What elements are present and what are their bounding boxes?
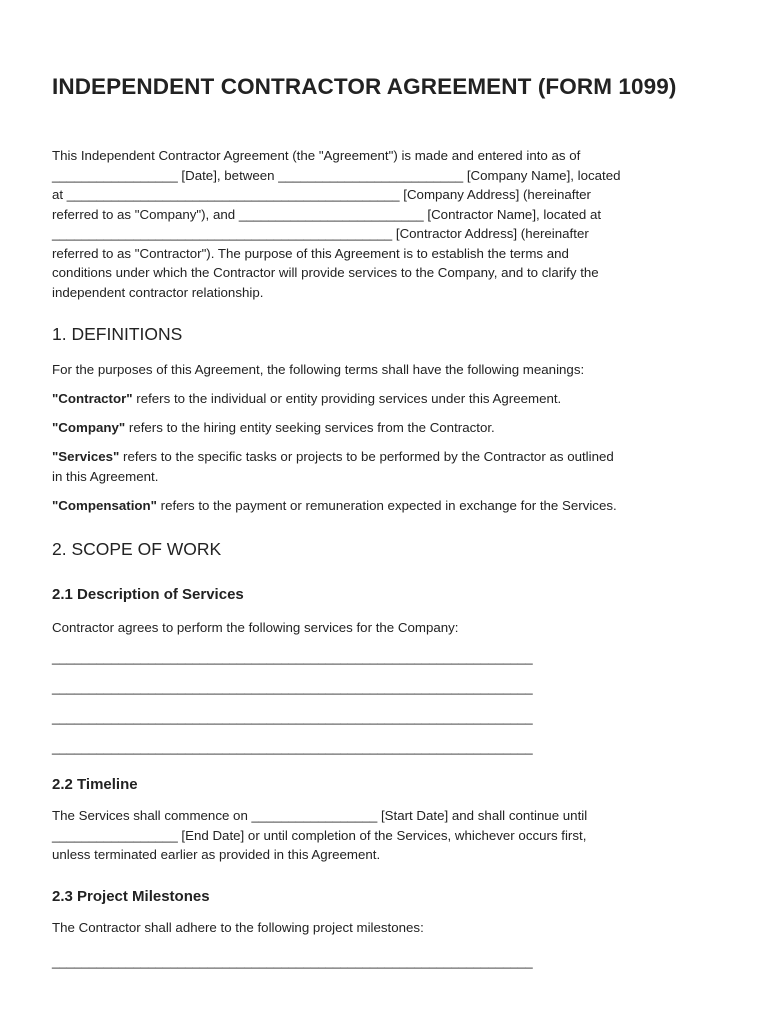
- definition-term: "Company": [52, 420, 126, 435]
- definition-contractor: [52, 389, 561, 409]
- subsection-heading-services: 2.1 Description of Services: [52, 586, 244, 603]
- services-lead: Contractor agrees to perform the following services for the Company:: [52, 620, 459, 635]
- milestones-blank-line[interactable]: _________________________________________________________________: [52, 954, 533, 969]
- services-blank-line[interactable]: _________________________________________________________________: [52, 650, 533, 665]
- definition-term: "Services": [52, 449, 120, 464]
- definition-text: refers to the specific tasks or projects to be performed by the Contractor as outlined in this Agreement.: [52, 449, 614, 484]
- milestones-lead: The Contractor shall adhere to the following project milestones:: [52, 920, 424, 935]
- definition-compensation: [52, 496, 617, 516]
- definition-text: refers to the individual or entity providing services under this Agreement.: [132, 391, 562, 406]
- definition-term: "Compensation": [52, 498, 157, 513]
- subsection-heading-milestones: 2.3 Project Milestones: [52, 888, 210, 905]
- services-blank-line[interactable]: _________________________________________________________________: [52, 740, 533, 755]
- definition-text: refers to the payment or remuneration expected in exchange for the Services.: [156, 498, 617, 513]
- intro-paragraph: This Independent Contractor Agreement (the "Agreement") is made and entered into as of _________________ [Date], between _________________________ [Company Name], located at _____________________________________________ [Company Address] (hereinafter referred to as "Company"), and _________________________ [Contractor Name], located at ______________________________________________ [Contractor Address] (hereinafter referred to as "Contractor"). The purpose of this Agreement is to establish the terms and conditions under which the Contractor will provide services to the Company, and to clarify the independent contractor relationship.: [52, 148, 621, 300]
- definition-services: [52, 447, 724, 486]
- document-title: INDEPENDENT CONTRACTOR AGREEMENT (FORM 1099): [52, 74, 677, 99]
- services-blank-line[interactable]: _________________________________________________________________: [52, 710, 533, 725]
- section-heading-definitions: 1. DEFINITIONS: [52, 324, 183, 344]
- definition-company: [52, 418, 495, 438]
- subsection-heading-timeline: 2.2 Timeline: [52, 776, 138, 793]
- definitions-lead: For the purposes of this Agreement, the following terms shall have the following meanings:: [52, 362, 585, 377]
- section-heading-scope: 2. SCOPE OF WORK: [52, 539, 222, 559]
- definition-text: refers to the hiring entity seeking services from the Contractor.: [125, 420, 495, 435]
- services-blank-line[interactable]: _________________________________________________________________: [52, 680, 533, 695]
- timeline-paragraph: The Services shall commence on _________________ [Start Date] and shall continue until _________________ [End Date] or until completion of the Services, whichever occurs first, unless terminated earlier as provided in this Agreement.: [52, 808, 588, 862]
- definition-term: "Contractor": [52, 391, 133, 406]
